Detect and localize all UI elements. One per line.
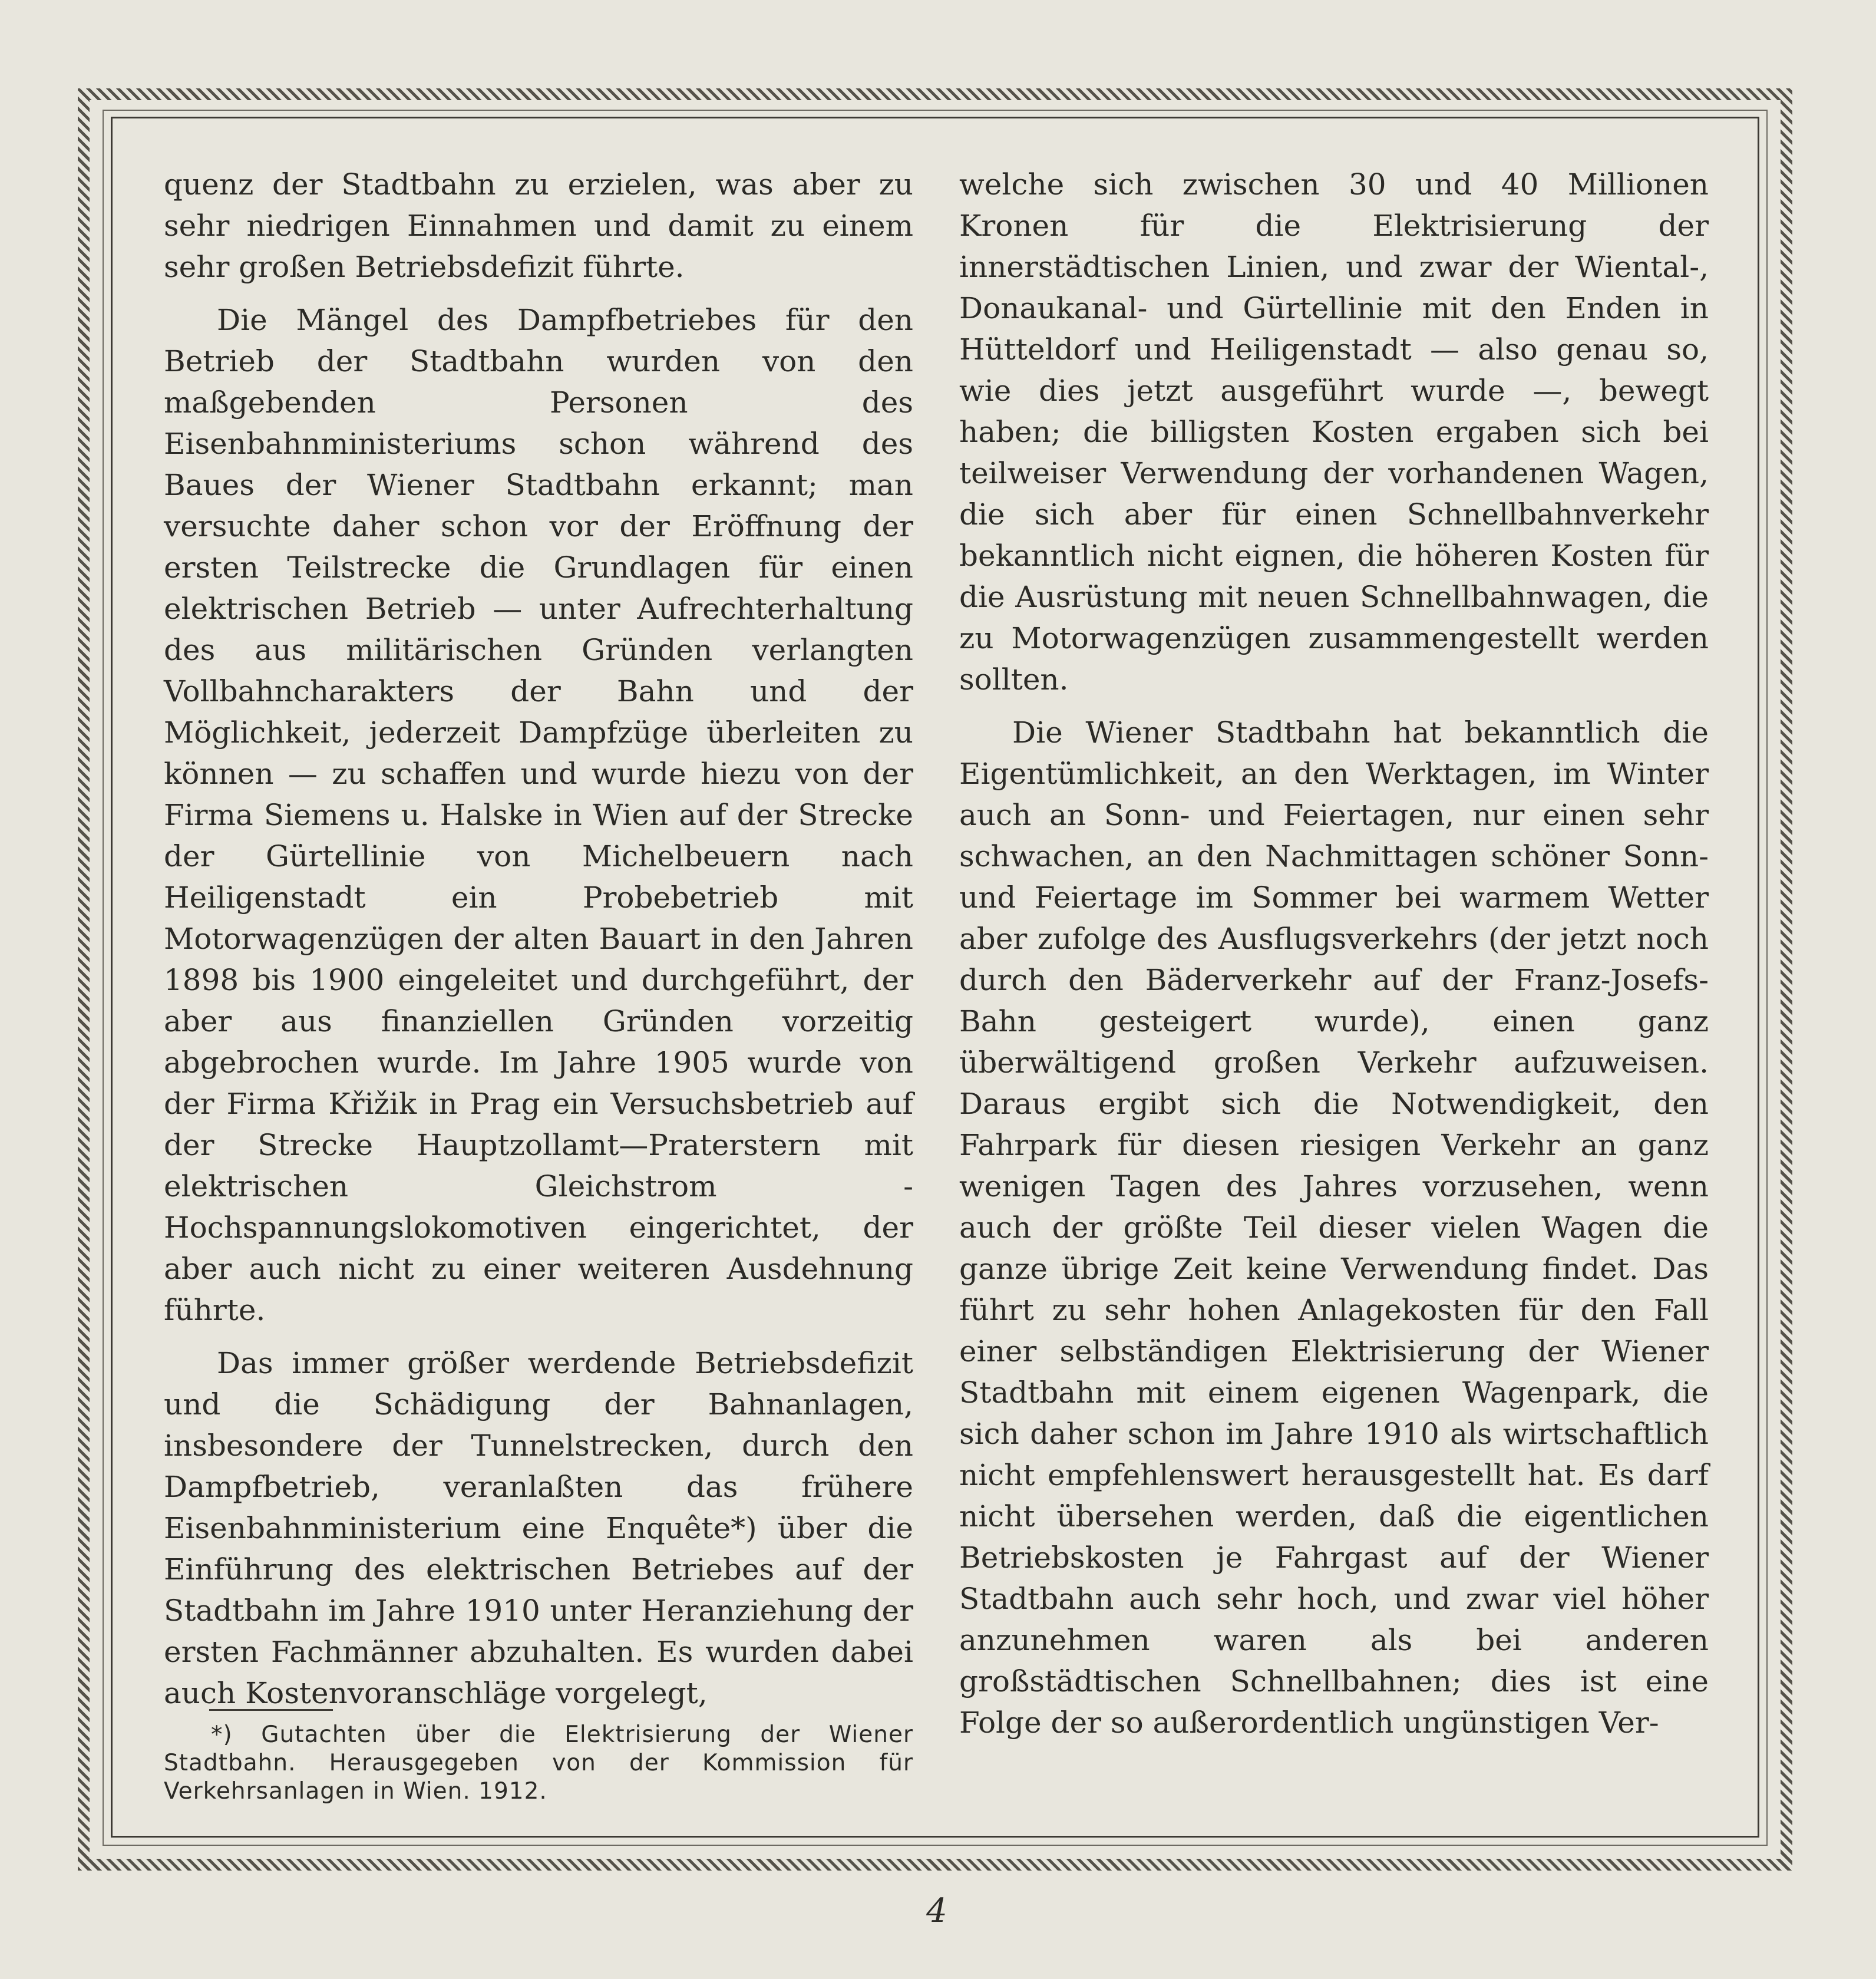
right-column	[959, 164, 1709, 1755]
footnote-divider	[209, 1709, 333, 1711]
footnote: *) Gutachten über die Elektrisierung der Wiener Stadtbahn. Herausgegeben von der Kommission für Verkehrsanlagen in Wien. 1912.	[164, 1721, 913, 1805]
paragraph: Das immer größer werdende Betriebsdefizit und die Schädigung der Bahnanlagen, insbesondere der Tunnelstrecken, durch den Dampfbetrieb, veranlaßten das frühere Eisenbahnministerium eine Enquête*) über die Einführung des elektrischen Betriebes auf der Stadtbahn im Jahre 1910 unter Heranziehung der ersten Fachmänner abzuhalten. Es wurden dabei auch Kostenvoranschläge vorgelegt,	[164, 1346, 913, 1710]
page-number: 4	[926, 1892, 947, 1930]
left-column	[164, 164, 913, 1726]
paragraph: quenz der Stadtbahn zu erzielen, was aber zu sehr niedrigen Einnahmen und damit zu einem sehr großen Betriebsdefizit führte.	[164, 167, 913, 284]
paragraph: welche sich zwischen 30 und 40 Millionen Kronen für die Elektrisierung der innerstädtischen Linien, und zwar der Wiental-, Donaukanal- und Gürtellinie mit den Enden in Hütteldorf und Heiligenstadt — also genau so, wie dies jetzt ausgeführt wurde —, bewegt haben; die billigsten Kosten ergaben sich bei teilweiser Verwendung der vorhandenen Wagen, die sich aber für einen Schnellbahnverkehr bekanntlich nicht eignen, die höheren Kosten für die Ausrüstung mit neuen Schnellbahnwagen, die zu Motorwagenzügen zusammengestellt werden sollten.	[959, 167, 1709, 697]
paragraph: Die Wiener Stadtbahn hat bekanntlich die Eigentümlichkeit, an den Werktagen, im Winter auch an Sonn- und Feiertagen, nur einen sehr schwachen, an den Nachmittagen schöner Sonn- und Feiertage im Sommer bei warmem Wetter aber zufolge des Ausflugsverkehrs (der jetzt noch durch den Bäderverkehr auf der Franz-Josefs-Bahn gesteigert wurde), einen ganz überwältigend großen Verkehr aufzuweisen. Daraus ergibt sich die Notwendigkeit, den Fahrpark für diesen riesigen Verkehr an ganz wenigen Tagen des Jahres vorzusehen, wenn auch der größte Teil dieser vielen Wagen die ganze übrige Zeit keine Verwendung findet. Das führt zu sehr hohen Anlagekosten für den Fall einer selbständigen Elektrisierung der Wiener Stadtbahn mit einem eigenen Wagenpark, die sich daher schon im Jahre 1910 als wirtschaftlich nicht empfehlenswert herausgestellt hat. Es darf nicht übersehen werden, daß die eigentlichen Betriebskosten je Fahrgast auf der Wiener Stadtbahn auch sehr hoch, und zwar viel höher anzunehmen waren als bei anderen großstädtischen Schnellbahnen; dies ist eine Folge der so außerordentlich ungünstigen Ver-	[959, 715, 1709, 1740]
paragraph: Die Mängel des Dampfbetriebes für den Betrieb der Stadtbahn wurden von den maßgebenden Personen des Eisenbahnministeriums schon während des Baues der Wiener Stadtbahn erkannt; man versuchte daher schon vor der Eröffnung der ersten Teilstrecke die Grundlagen für einen elektrischen Betrieb — unter Aufrechterhaltung des aus militärischen Gründen verlangten Vollbahncharakters der Bahn und der Möglichkeit, jederzeit Dampfzüge überleiten zu können — zu schaffen und wurde hiezu von der Firma Siemens u. Halske in Wien auf der Strecke der Gürtellinie von Michelbeuern nach Heiligenstadt ein Probebetrieb mit Motorwagenzügen der alten Bauart in den Jahren 1898 bis 1900 eingeleitet und durchgeführt, der aber aus finanziellen Gründen vorzeitig abgebrochen wurde. Im Jahre 1905 wurde von der Firma Křižik in Prag ein Versuchsbetrieb auf der Strecke Hauptzollamt—Praterstern mit elektrischen Gleichstrom - Hochspannungslokomotiven eingerichtet, der aber auch nicht zu einer weiteren Ausdehnung führte.	[164, 303, 913, 1327]
